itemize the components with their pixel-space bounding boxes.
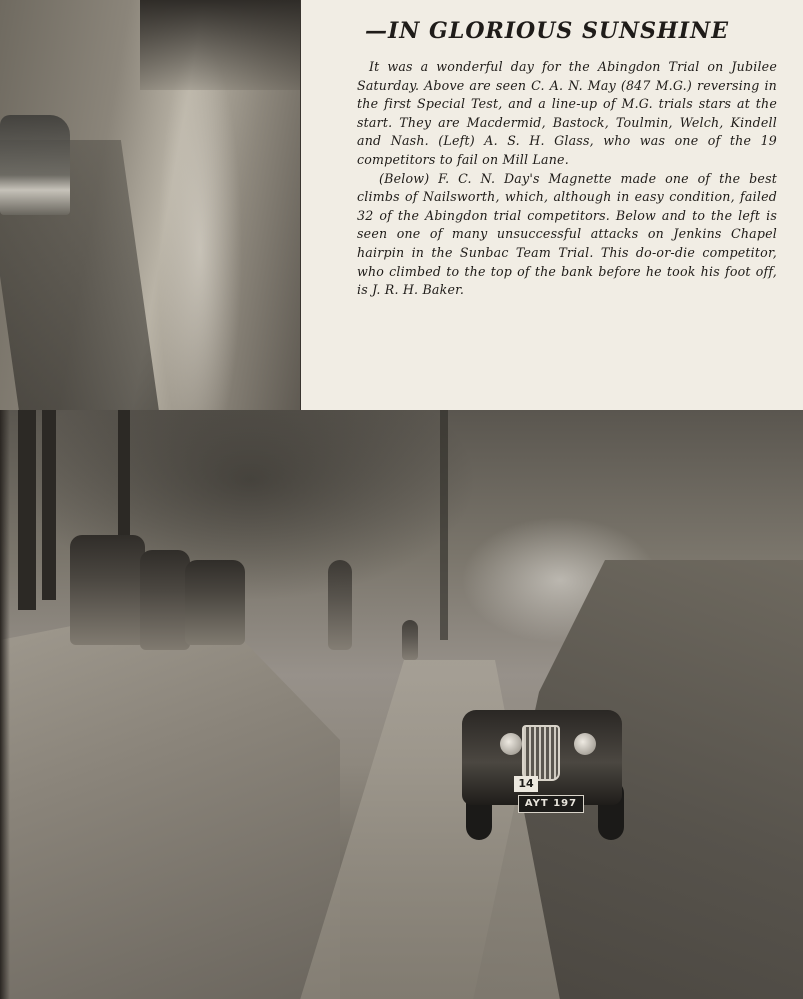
photo-tree-trunk: [18, 410, 36, 610]
photo-country-lane: [0, 0, 300, 412]
photo-spectator: [402, 620, 418, 660]
caption-paragraph-2: (Below) F. C. N. Day's Magnette made one of the best climbs of Nailsworth, which, although in easy condition, failed 32 of the Abingdon trial competitors. Below and to the left is seen one of many unsuccessful attacks on Jenkins Chapel hairpin in the Sunbac Team Trial. This do-or-die competitor, who climbed to the top of the bank before he took his foot off, is J. R. H. Baker.: [357, 170, 777, 298]
photo-spectator: [70, 535, 145, 645]
car-grille: [522, 725, 560, 781]
car-number-plate: AYT 197: [518, 795, 584, 813]
page-edge-shadow: [0, 410, 10, 999]
photo-trees: [140, 0, 300, 90]
photo-left-bank: [0, 600, 340, 999]
photo-tree-trunk: [42, 410, 56, 600]
photo-car-and-driver: [0, 115, 70, 215]
photo-spectator: [328, 560, 352, 650]
car-headlamp: [574, 733, 596, 755]
photo-spectator: [140, 550, 190, 650]
photo-trial-car: [452, 685, 632, 845]
photo-spectator: [185, 560, 245, 645]
photo-tree-trunk: [440, 410, 448, 640]
photo-hairpin-trial: [0, 410, 803, 999]
caption-box: [301, 0, 803, 414]
car-competition-number: 14: [514, 776, 538, 792]
headline: —IN GLORIOUS SUNSHINE: [365, 18, 729, 44]
caption-paragraph-1: It was a wonderful day for the Abingdon Trial on Jubilee Saturday. Above are seen C. A. N. May (847 M.G.) reversing in the first Special Test, and a line-up of M.G. trials stars at the start. They are Macdermid, Bastock, Toulmin, Welch, Kindell and Nash. (Left) A. S. H. Glass, who was one of the 19 competitors to fail on Mill Lane.: [357, 59, 777, 167]
car-headlamp: [500, 733, 522, 755]
